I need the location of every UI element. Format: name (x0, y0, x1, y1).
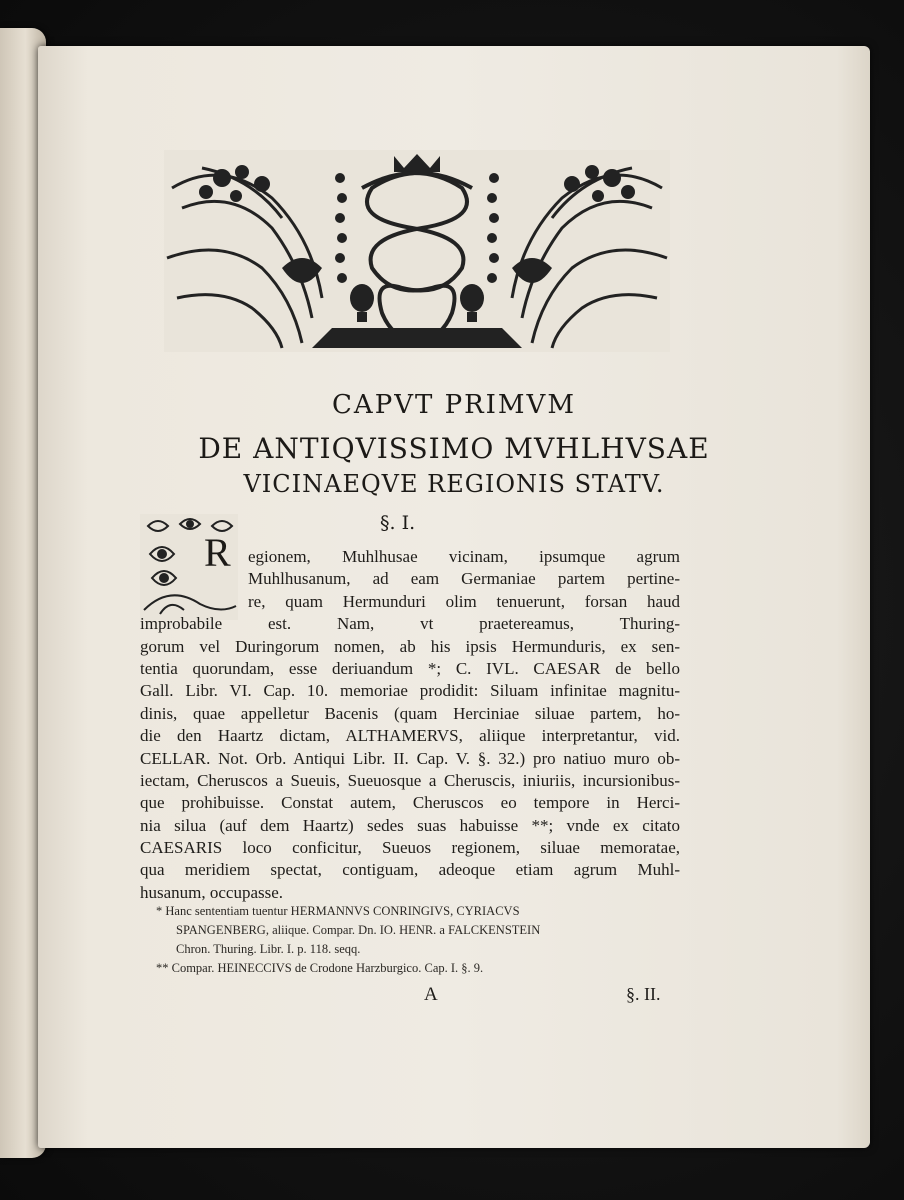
section-mark: §. I. (380, 512, 416, 534)
body-line: CELLAR. Not. Orb. Antiqui Libr. II. Cap. V. §. 32.) pro natiuo muro ob- (140, 748, 680, 768)
body-line: egionem, Muhlhusae vicinam, ipsumque agrum (248, 547, 680, 566)
footnote-line: ** Compar. HEINECCIVS de Crodone Harzburgico. Cap. I. §. 9. (156, 961, 484, 975)
body-line: die den Haartz dictam, ALTHAMERVS, aliique interpretantur, vid. (140, 726, 680, 746)
footnote-line: SPANGENBERG, aliique. Compar. Dn. IO. HENR. a FALCKENSTEIN (176, 923, 541, 937)
body-line: improbabile est. Nam, vt praetereamus, Thuring- (140, 614, 680, 634)
chapter-title-line-1: DE ANTIQVISSIMO MVHLHVSAE (198, 432, 710, 465)
body-line: dinis, quae appelletur Bacenis (quam Herciniae siluae partem, ho- (140, 703, 680, 723)
body-line: gorum vel Duringorum nomen, ab his ipsis Hermunduris, ex sen- (140, 636, 680, 656)
footnote-line: * Hanc sententiam tuentur HERMANNVS CONRINGIVS, CYRIACVS (156, 904, 520, 918)
body-line: iectam, Cheruscos a Sueuis, Sueuosque a Cheruscis, iniuriis, incursionibus- (140, 770, 680, 790)
body-line: tentia quorundam, esse deriuandum *; C. IVL. CAESAR de bello (140, 658, 680, 678)
signature-mark: A (424, 984, 438, 1005)
body-line: CAESARIS loco conficitur, Sueuos regionem, siluae memoratae, (140, 838, 680, 858)
body-text (140, 546, 680, 904)
catchword: §. II. (626, 984, 661, 1004)
body-line: Muhlhusanum, ad eam Germaniae partem pertine- (248, 569, 680, 589)
body-line: qua meridiem spectat, contiguam, adeoque etiam agrum Muhl- (140, 860, 680, 880)
footnotes (156, 902, 676, 978)
body-line: nia silua (auf dem Haartz) sedes suas habuisse **; vnde ex citato (140, 815, 680, 835)
woodcut-ornament (162, 148, 672, 354)
footnote-line: Chron. Thuring. Libr. I. p. 118. seqq. (176, 942, 361, 956)
body-line: husanum, occupasse. (140, 882, 284, 902)
chapter-label: CAPVT PRIMVM (332, 390, 576, 420)
chapter-title-line-2: VICINAEQVE REGIONIS STATV. (243, 470, 665, 498)
body-line: re, quam Hermunduri olim tenuerunt, forsan haud (248, 591, 680, 611)
initial-letter: R (204, 530, 231, 575)
body-line: que prohibuisse. Constat autem, Cheruscos eo tempore in Herci- (140, 793, 680, 813)
body-line: Gall. Libr. VI. Cap. 10. memoriae prodidit: Siluam infinitae magnitu- (140, 681, 680, 701)
